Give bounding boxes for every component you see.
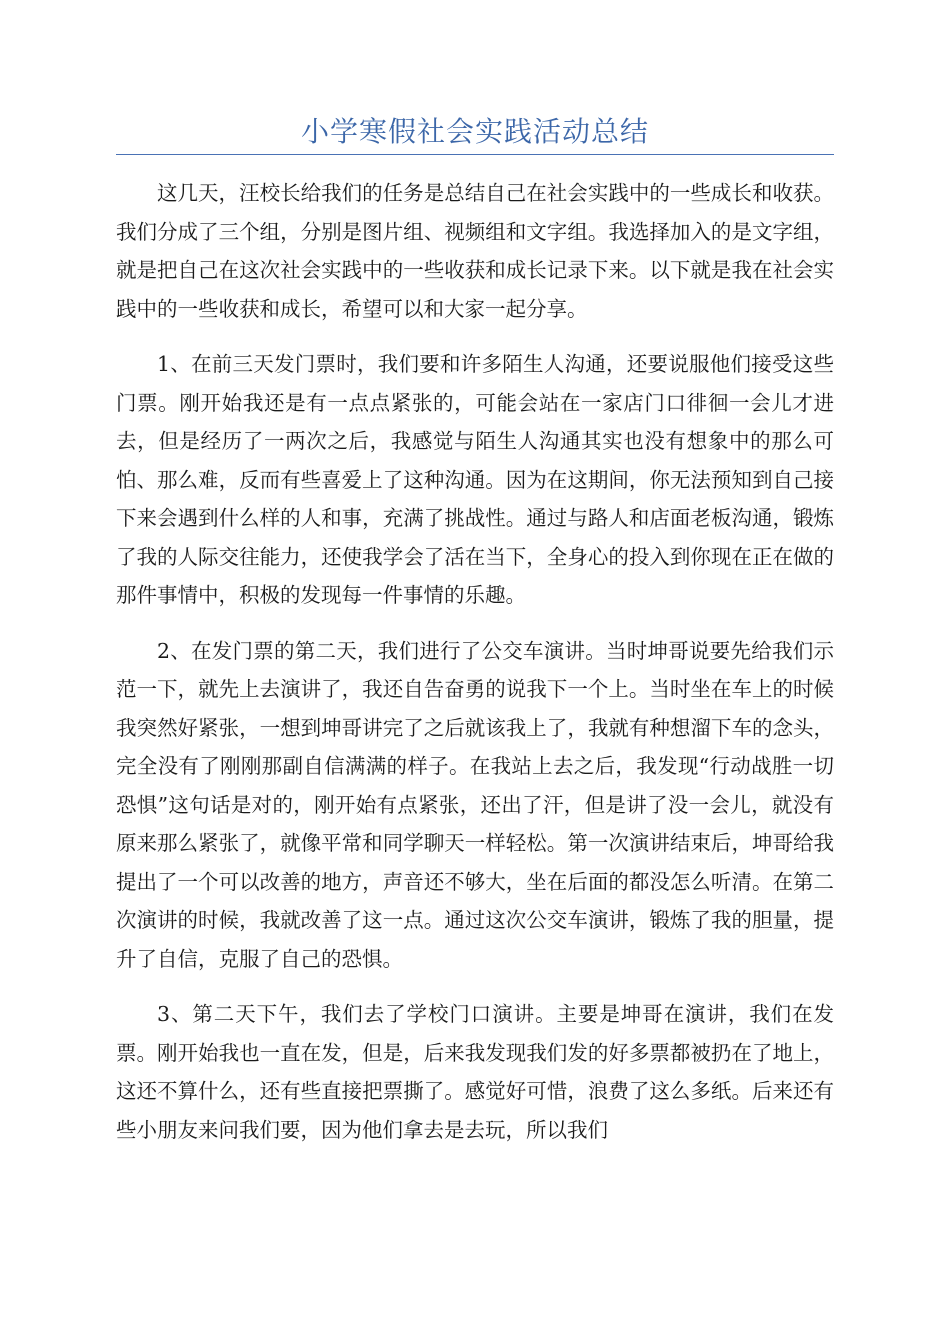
paragraph-2: 2、在发门票的第二天，我们进行了公交车演讲。当时坤哥说要先给我们示范一下，就先上去演讲了，我还自告奋勇的说我下一个上。当时坐在车上的时候我突然好紧张，一想到坤哥讲完了之后就该我上了，我就有种想溜下车的念头，完全没有了刚刚那副自信满满的样子。在我站上去之后，我发现“行动战胜一切恐惧”这句话是对的，刚开始有点紧张，还出了汗，但是讲了没一会儿，就没有原来那么紧张了，就像平常和同学聊天一样轻松。第一次演讲结束后，坤哥给我提出了一个可以改善的地方，声音还不够大，坐在后面的都没怎么听清。在第二次演讲的时候，我就改善了这一点。通过这次公交车演讲，锻炼了我的胆量，提升了自信，克服了自己的恐惧。 bbox=[116, 638, 834, 971]
document-body bbox=[116, 174, 834, 1166]
paragraph-3: 3、第二天下午，我们去了学校门口演讲。主要是坤哥在演讲，我们在发票。刚开始我也一直在发，但是，后来我发现我们发的好多票都被扔在了地上，这还不算什么，还有些直接把票撕了。感觉好可惜，浪费了这么多纸。后来还有些小朋友来问我们要，因为他们拿去是去玩，所以我们 bbox=[116, 1002, 834, 1142]
paragraph-intro: 这几天，汪校长给我们的任务是总结自己在社会实践中的一些成长和收获。我们分成了三个组，分别是图片组、视频组和文字组。我选择加入的是文字组，就是把自己在这次社会实践中的一些收获和成长记录下来。以下就是我在社会实践中的一些收获和成长，希望可以和大家一起分享。 bbox=[116, 181, 834, 321]
title-underline bbox=[116, 154, 834, 155]
document-title: 小学寒假社会实践活动总结 bbox=[300, 115, 649, 148]
paragraph-1: 1、在前三天发门票时，我们要和许多陌生人沟通，还要说服他们接受这些门票。刚开始我还是有一点点紧张的，可能会站在一家店门口徘徊一会儿才进去，但是经历了一两次之后，我感觉与陌生人沟通其实也没有想象中的那么可怕、那么难，反而有些喜爱上了这种沟通。因为在这期间，你无法预知到自己接下来会遇到什么样的人和事，充满了挑战性。通过与路人和店面老板沟通，锻炼了我的人际交往能力，还使我学会了活在当下，全身心的投入到你现在正在做的那件事情中，积极的发现每一件事情的乐趣。 bbox=[116, 352, 834, 607]
